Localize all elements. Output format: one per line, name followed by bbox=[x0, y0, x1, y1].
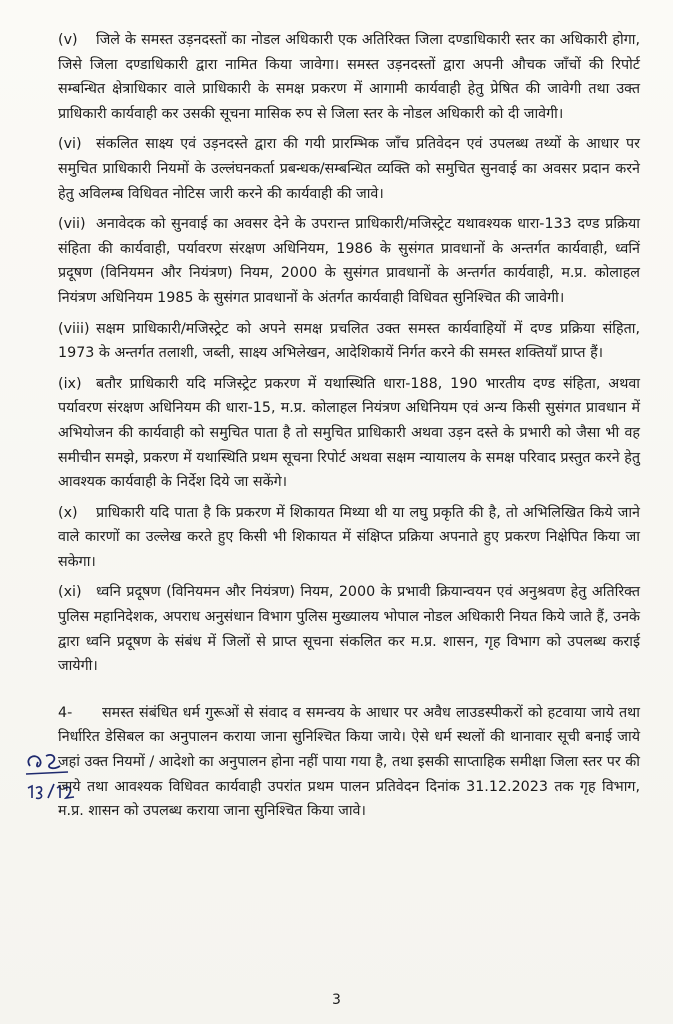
paragraph-number: (vii) bbox=[58, 216, 86, 233]
paragraph-text: जिले के समस्त उड़नदस्तों का नोडल अधिकारी एक अतिरिक्त जिला दण्डाधिकारी स्तर का अधिकारी होगा, जिसे जिला दण्डाधिकारी द्वारा नामित किया जावेगा। समस्त उड़नदस्तों द्वारा अपनी औचक जाँचों की रिपोर्ट सम्बन्धित क्षेत्राधिकार वाले प्राधिकारी के समक्ष प्रकरण में आगामी कार्यवाही हेतु प्रेषित की जावेगी तथा उक्त प्राधिकारी कार्यवाही कर उसकी सूचना मासिक रुप से जिला स्तर के नोडल अधिकारी को दी जावेगी। bbox=[58, 32, 640, 122]
paragraph-ix bbox=[58, 372, 640, 495]
paragraph-vi bbox=[58, 132, 640, 206]
paragraph-number: (v) bbox=[58, 32, 78, 48]
paragraph-text: बतौर प्राधिकारी यदि मजिस्ट्रेट प्रकरण में यथास्थिति धारा-188, 190 भारतीय दण्ड संहिता, अथवा पर्यावरण संरक्षण अधिनियम की धारा-15, म.प्र. कोलाहल नियंत्रण अधिनियम एवं अन्य किसी सुसंगत प्रावधान में अभियोजन की कार्यवाही को समुचित पाता है तो समुचित प्राधिकारी अथवा उड़न दस्ते के प्रभारी को जैसा भी वह समीचीन समझे, प्रकरण में यथास्थिति प्रथम सूचना रिपोर्ट अथवा सक्षम न्यायालय के समक्ष परिवाद प्रस्तुत करने हेतु आवश्यक कार्यवाही के निर्देश दिये जा सकेंगे। bbox=[58, 375, 640, 491]
paragraph-viii bbox=[58, 317, 640, 366]
paragraph-xi bbox=[58, 580, 640, 678]
page-number: 3 bbox=[332, 992, 341, 1008]
paragraph-vii bbox=[58, 212, 640, 310]
paragraph-number: 4- bbox=[58, 704, 73, 721]
paragraph-text: समस्त संबंधित धर्म गुरूओं से संवाद व समन्वय के आधार पर अवैध लाउडस्पीकरों को हटवाया जाये तथा निर्धारित डेसिबल का अनुपालन कराया जाना सुनिश्चित किया जाये। ऐसे धर्म स्थलों की थानावार सूची बनाई जाये जहां उक्त नियमों / आदेशो का अनुपालन होना नहीं पाया गया है, तथा इसकी साप्ताहिक समीक्षा जिला स्तर पर की जाये तथा आवश्यक विधिवत कार्यवाही उपरांत प्रथम पालन प्रतिवेदन दिनांक 31.12.2023 तक गृह विभाग, म.प्र. शासन को उपलब्ध कराया जाना सुनिश्चित किया जावे। bbox=[58, 704, 640, 820]
paragraph-4 bbox=[58, 701, 640, 824]
paragraph-text: अनावेदक को सुनवाई का अवसर देने के उपरान्त प्राधिकारी/मजिस्ट्रेट यथावश्यक धारा-133 दण्ड प्रक्रिया संहिता की कार्यवाही, पर्यावरण संरक्षण अधिनियम, 1986 के सुसंगत प्रावधानों के अन्तर्गत कार्यवाही, ध्वनिं प्रदूषण (विनियमन और नियंत्रण) नियम, 2000 के सुसंगत प्रावधानों के अन्तर्गत कार्यवाही, म.प्र. कोलाहल नियंत्रण अधिनियम 1985 के सुसंगत प्रावधानों के अंतर्गत कार्यवाही विधिवत सुनिश्चित की जावेगी। bbox=[58, 216, 640, 306]
paragraph-v bbox=[58, 28, 640, 126]
paragraph-x bbox=[58, 501, 640, 575]
paragraph-number: (xi) bbox=[58, 584, 82, 601]
paragraph-number: (ix) bbox=[58, 375, 82, 392]
paragraph-text: प्राधिकारी यदि पाता है कि प्रकरण में शिकायत मिथ्या थी या लघु प्रकृति की है, तो अभिलिखित किये जाने वाले कारणों का उल्लेख करते हुए किसी भी शिकायत में संक्षिप्त प्रक्रिया अपनाते हुए प्रकरण निक्षेपित किया जा सकेगा। bbox=[58, 504, 640, 570]
paragraph-text: सक्षम प्राधिकारी/मजिस्ट्रेट को अपने समक्ष प्रचलित उक्त समस्त कार्यवाहियों में दण्ड प्रक्रिया संहिता, 1973 के अन्तर्गत तलाशी, जब्ती, साक्ष्य अभिलेखन, आदेशिकायें निर्गत करने की समस्त शक्तियाँ प्राप्त हैं। bbox=[58, 320, 640, 362]
paragraph-text: ध्वनि प्रदूषण (विनियमन और नियंत्रण) नियम, 2000 के प्रभावी क्रियान्वयन एवं अनुश्रवण हेतु अतिरिक्त पुलिस महानिदेशक, अपराध अनुसंधान विभाग पुलिस मुख्यालय भोपाल नोडल अधिकारी नियत किये जाते हैं, उनके द्वारा ध्वनि प्रदूषण के संबंध में जिलों से प्राप्त सूचना संकलित कर म.प्र. शासन, गृह विभाग को उपलब्ध कराई जायेगी। bbox=[58, 584, 640, 675]
paragraph-text: संकलित साक्ष्य एवं उड़नदस्ते द्वारा की गयी प्रारम्भिक जाँच प्रतिवेदन एवं उपलब्ध तथ्यों के आधार पर समुचित प्राधिकारी नियमों के उल्लंघनकर्ता प्रबन्धक/सम्बन्धित व्यक्ति को समुचित सुनवाई का अवसर प्रदान करने हेतु अविलम्ब विधिवत नोटिस जारी करने की कार्यवाही की जावे। bbox=[58, 136, 640, 202]
paragraph-number: (viii) bbox=[58, 320, 90, 337]
paragraph-number: (vi) bbox=[58, 136, 82, 153]
paragraph-number: (x) bbox=[58, 504, 78, 521]
document-body bbox=[58, 28, 640, 830]
